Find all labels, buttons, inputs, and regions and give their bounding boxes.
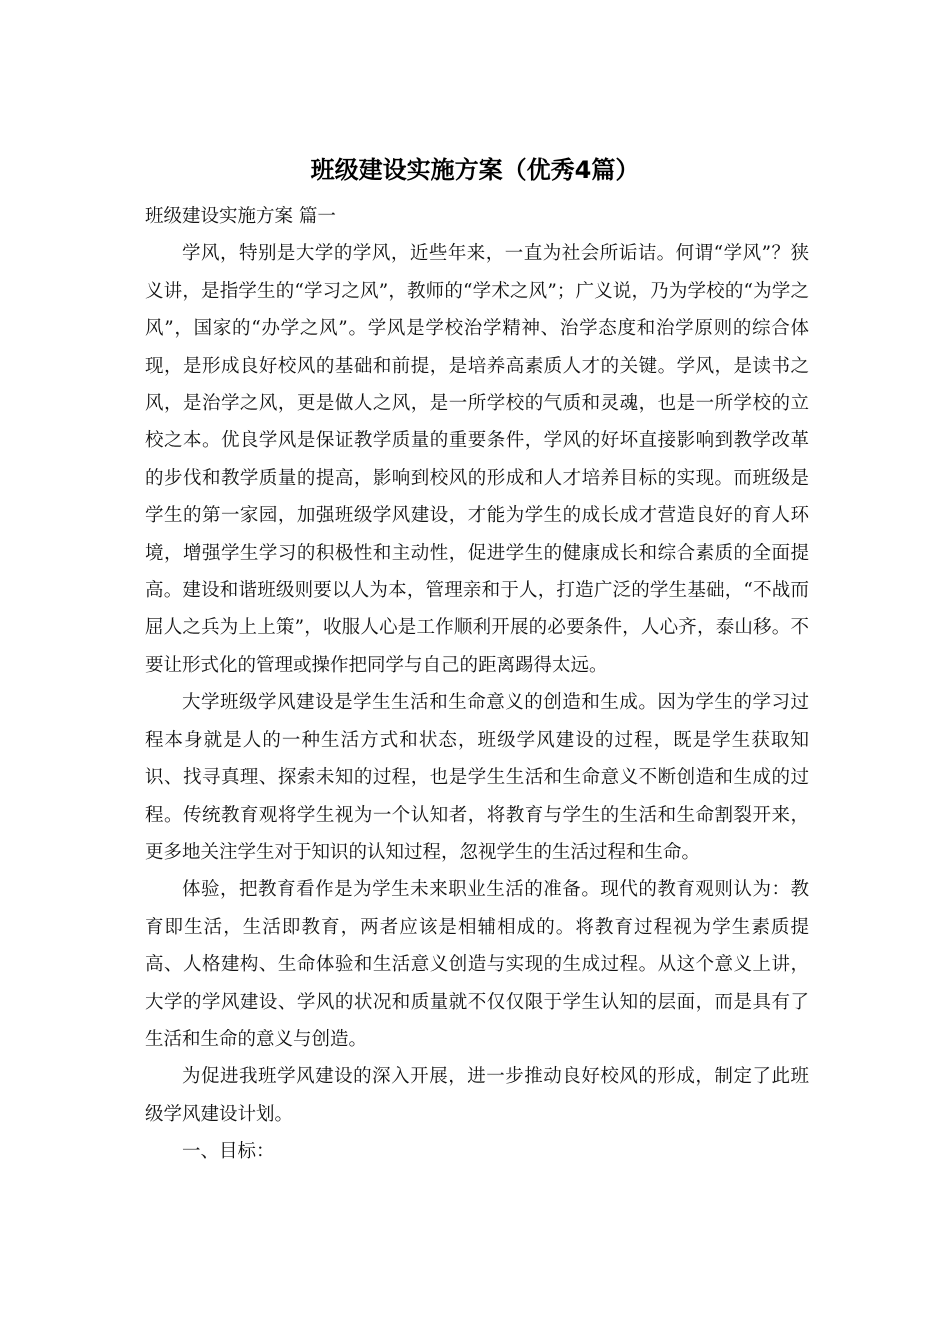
document-title: 班级建设实施方案（优秀4篇） <box>310 156 640 184</box>
section-heading: 班级建设实施方案 篇一 <box>145 206 336 227</box>
paragraph-1: 学风，特别是大学的学风，近些年来，一直为社会所诟诘。何谓“学风”？狭义讲，是指学生的“学习之风”，教师的“学术之风”；广义说，乃为学校的“为学之风”，国家的“办学之风”。学风是学校治学精神、治学态度和治学原则的综合体现，是形成良好校风的基础和前提，是培养高素质人才的关键。学风，是读书之风，是治学之风，更是做人之风，是一所学校的气质和灵魂，也是一所学校的立校之本。优良学风是保证教学质量的重要条件，学风的好坏直接影响到教学改革的步伐和教学质量的提高，影响到校风的形成和人才培养目标的实现。而班级是学生的第一家园，加强班级学风建设，才能为学生的成长成才营造良好的育人环境，增强学生学习的积极性和主动性，促进学生的健康成长和综合素质的全面提高。建设和谐班级则要以人为本，管理亲和于人，打造广泛的学生基础，“不战而屈人之兵为上上策”，收服人心是工作顺利开展的必要条件，人心齐，泰山移。不要让形式化的管理或操作把同学与自己的距离踢得太远。 <box>145 243 809 676</box>
paragraph-2: 大学班级学风建设是学生生活和生命意义的创造和生成。因为学生的学习过程本身就是人的一种生活方式和状态，班级学风建设的过程，既是学生获取知识、找寻真理、探索未知的过程，也是学生生活和生命意义不断创造和生成的过程。传统教育观将学生视为一个认知者，将教育与学生的生活和生命割裂开来，更多地关注学生对于知识的认知过程，忽视学生的生活过程和生命。 <box>145 692 809 863</box>
paragraph-5-heading: 一、目标： <box>182 1141 275 1163</box>
paragraph-3: 体验，把教育看作是为学生未来职业生活的准备。现代的教育观则认为：教育即生活，生活即教育，两者应该是相辅相成的。将教育过程视为学生素质提高、人格建构、生命体验和生活意义创造与实现的生成过程。从这个意义上讲，大学的学风建设、学风的状况和质量就不仅仅限于学生认知的层面，而是具有了生活和生命的意义与创造。 <box>145 879 809 1050</box>
document-body <box>145 198 809 1171</box>
paragraph-4: 为促进我班学风建设的深入开展，进一步推动良好校风的形成，制定了此班级学风建设计划。 <box>145 1066 809 1125</box>
